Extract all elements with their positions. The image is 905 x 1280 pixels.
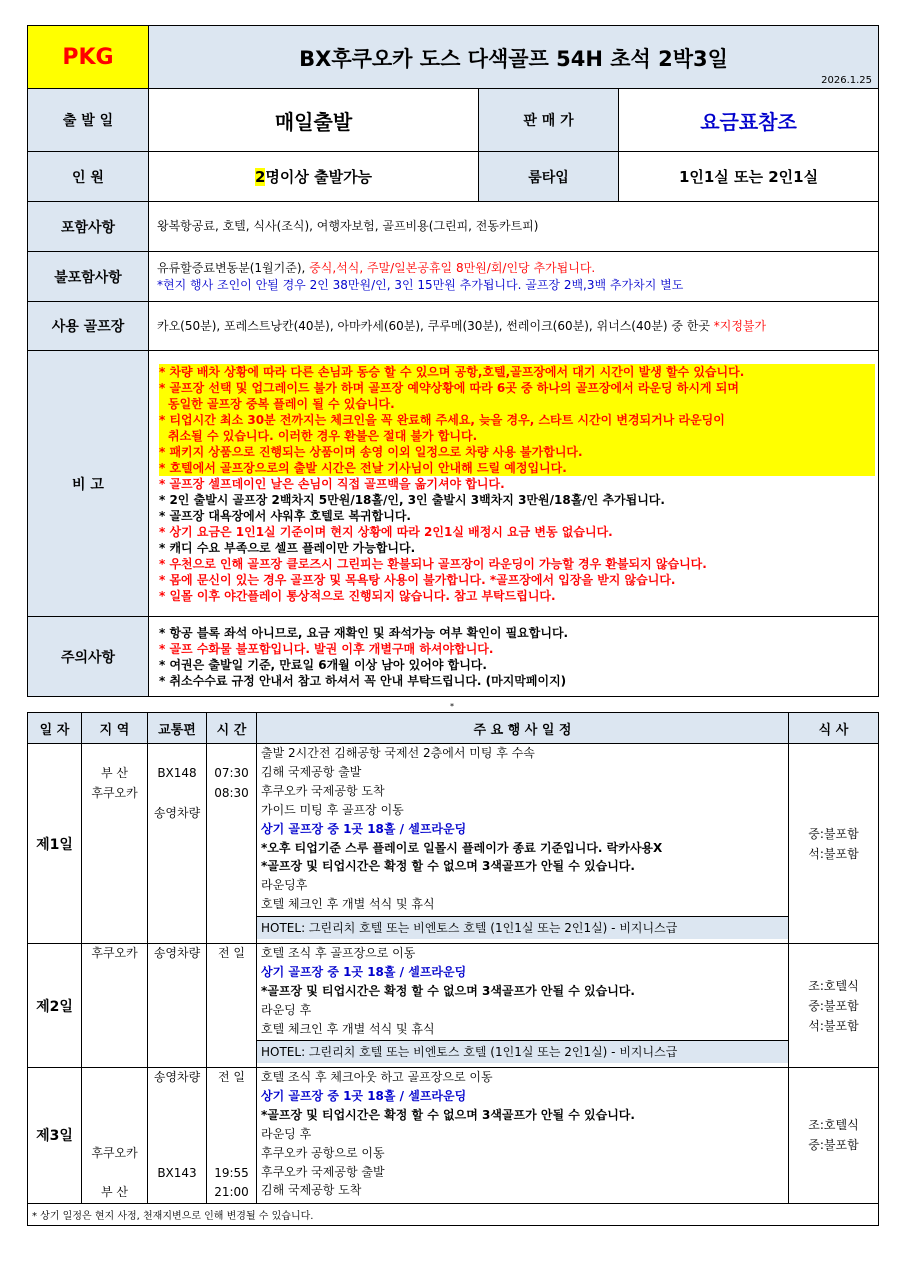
day-transport: 송영차량 BX143 <box>148 1068 207 1204</box>
separator-mark: * <box>450 702 454 711</box>
day-label: 제1일 <box>28 744 82 944</box>
remark-12: * 몸에 문신이 있는 경우 골프장 및 목욕탕 사용이 불가합니다. *골프장에서 입장을 받지 않습니다. <box>159 572 676 587</box>
remarks-list <box>149 351 879 617</box>
exclude-value <box>149 252 879 302</box>
remark-11: * 우천으로 인해 골프장 클로즈시 그린피는 환불되나 골프장이 라운딩이 가능할 경우 환불되지 않습니다. <box>159 556 707 571</box>
document-date: 2026.1.25 <box>821 75 873 86</box>
day-time: 전 일 <box>207 944 257 1068</box>
day-meals: 조:호텔식 중:불포함 석:불포함 <box>789 944 879 1068</box>
include-label: 포함사항 <box>28 202 149 252</box>
package-info-table <box>27 25 879 697</box>
remark-1: * 차량 배차 상황에 따라 다른 손님과 동승 할 수 있으며 공항,호텔,골프장에서 대기 시간이 발생 할수 있습니다. <box>159 364 875 380</box>
golf-label: 사용 골프장 <box>28 302 149 351</box>
remark-2: * 골프장 선택 및 업그레이드 불가 하며 골프장 예약상황에 따라 6곳 중 하나의 골프장에서 라운딩 하시게 되며 <box>159 380 875 396</box>
day-region: 후쿠오카 부 산 <box>82 1068 148 1204</box>
pkg-badge: PKG <box>28 26 149 89</box>
remark-5: * 호텔에서 골프장으로의 출발 시간은 전날 기사님이 안내해 드릴 예정입니다. <box>159 460 875 476</box>
price-label: 판 매 가 <box>479 89 619 152</box>
remark-3: * 티업시간 최소 30분 전까지는 체크인을 꼭 완료해 주세요, 늦을 경우, 스타트 시간이 변경되거나 라운딩이 <box>159 412 875 428</box>
departure-label: 출 발 일 <box>28 89 149 152</box>
hotel-info: HOTEL: 그린리치 호텔 또는 비엔토스 호텔 (1인1실 또는 2인1실) - 비지니스급 <box>257 916 788 939</box>
header-meal: 식 사 <box>789 713 879 744</box>
day-label: 제3일 <box>28 1068 82 1204</box>
remark-8: * 골프장 대욕장에서 샤워후 호텔로 복귀합니다. <box>159 508 411 523</box>
day-schedule: 호텔 조식 후 체크아웃 하고 골프장으로 이동 상기 골프장 중 1곳 18홀 / 셀프라운딩 *골프장 및 티업시간은 확정 할 수 없으며 3색골프가 안될 수 있습니다. 라운딩 후 후쿠오카 공항으로 이동 후쿠오카 국제공항 출발 김해 국제공항 도착 <box>257 1068 789 1204</box>
day-meals: 조:호텔식 중:불포함 <box>789 1068 879 1204</box>
itinerary-day-1 <box>28 744 879 944</box>
people-text: 명이상 출발가능 <box>265 168 373 186</box>
day-region: 부 산 후쿠오카 <box>82 744 148 944</box>
remark-4: * 패키지 상품으로 진행되는 상품이며 송영 이외 일정으로 차량 사용 불가합니다. <box>159 444 875 460</box>
include-value: 왕복항공료, 호텔, 식사(조식), 여행자보험, 골프비용(그린피, 전동카트피) <box>149 202 879 252</box>
header-transport: 교통편 <box>148 713 207 744</box>
header-region: 지 역 <box>82 713 148 744</box>
remark-9: * 상기 요금은 1인1실 기준이며 현지 상황에 따라 2인1실 배정시 요금 변동 없습니다. <box>159 524 613 539</box>
remark-10: * 캐디 수요 부족으로 셀프 플레이만 가능합니다. <box>159 540 416 555</box>
day-transport: 송영차량 <box>148 944 207 1068</box>
itinerary-day-2 <box>28 944 879 1068</box>
golf-value: 카오(50분), 포레스트낭칸(40분), 아마카세(60분), 쿠루메(30분), 썬레이크(60분), 위너스(40분) 중 한곳 *지정불가 <box>149 302 879 351</box>
caution-4: * 취소수수료 규정 안내서 참고 하셔서 꼭 안내 부탁드립니다. (마지막페이지) <box>159 673 567 688</box>
day-time: 전 일 19:55 21:00 <box>207 1068 257 1204</box>
itinerary-footnote: * 상기 일정은 현지 사정, 천재지변으로 인해 변경될 수 있습니다. <box>28 1203 879 1225</box>
remark-2-cont: 동일한 골프장 중복 플레이 될 수 있습니다. <box>159 396 875 412</box>
header-day: 일 자 <box>28 713 82 744</box>
caution-3: * 여권은 출발일 기준, 만료일 6개월 이상 남아 있어야 합니다. <box>159 657 487 672</box>
day-schedule: 호텔 조식 후 골프장으로 이동 상기 골프장 중 1곳 18홀 / 셀프라운딩 *골프장 및 티업시간은 확정 할 수 없으며 3색골프가 안될 수 있습니다. 라운딩 후 호텔 체크인 후 개별 석식 및 휴식 HOTEL: 그린리치 호텔 또는 비엔토스 호텔 (1인1실 또는 2인1실) - 비지니스급 <box>257 944 789 1068</box>
departure-value: 매일출발 <box>149 89 479 152</box>
day-transport: BX148 송영차량 <box>148 744 207 944</box>
page-title: BX후쿠오카 도스 다색골프 54H 초석 2박3일 <box>299 47 728 71</box>
remark-13: * 일몰 이후 야간플레이 통상적으로 진행되지 않습니다. 참고 부탁드립니다. <box>159 588 556 603</box>
remark-3-cont: 취소될 수 있습니다. 이러한 경우 환불은 절대 불가 합니다. <box>159 428 875 444</box>
header-schedule: 주 요 행 사 일 정 <box>257 713 789 744</box>
remarks-label: 비 고 <box>28 351 149 617</box>
hotel-info: HOTEL: 그린리치 호텔 또는 비엔토스 호텔 (1인1실 또는 2인1실) - 비지니스급 <box>257 1040 788 1063</box>
title-cell <box>149 26 879 89</box>
day-label: 제2일 <box>28 944 82 1068</box>
day-meals: 중:불포함 석:불포함 <box>789 744 879 944</box>
remark-7: * 2인 출발시 골프장 2백차지 5만원/18홀/인, 3인 출발시 3백차지 3만원/18홀/인 추가됩니다. <box>159 492 665 507</box>
itinerary-day-3 <box>28 1068 879 1204</box>
exclude-line-2: *현지 행사 조인이 안될 경우 2인 38만원/인, 3인 15만원 추가됩니다. 골프장 2백,3백 추가차지 별도 <box>157 277 684 292</box>
caution-label: 주의사항 <box>28 617 149 697</box>
room-value: 1인1실 또는 2인1실 <box>619 152 879 202</box>
itinerary-table <box>27 712 879 1226</box>
people-count: 2 <box>254 168 266 186</box>
day-region: 후쿠오카 <box>82 944 148 1068</box>
price-value: 요금표참조 <box>619 89 879 152</box>
remark-6: * 골프장 셀프데이인 날은 손님이 직접 골프백을 옮기셔야 합니다. <box>159 476 505 491</box>
exclude-label: 불포함사항 <box>28 252 149 302</box>
caution-1: * 항공 블록 좌석 아니므로, 요금 재확인 및 좌석가능 여부 확인이 필요합니다. <box>159 625 569 640</box>
people-value <box>149 152 479 202</box>
header-time: 시 간 <box>207 713 257 744</box>
day-time: 07:30 08:30 <box>207 744 257 944</box>
people-label: 인 원 <box>28 152 149 202</box>
caution-2: * 골프 수화물 불포함입니다. 발권 이후 개별구매 하셔야합니다. <box>159 641 494 656</box>
day-schedule: 출발 2시간전 김해공항 국제선 2층에서 미팅 후 수속 김해 국제공항 출발 후쿠오카 국제공항 도착 가이드 미팅 후 골프장 이동 상기 골프장 중 1곳 18홀 / 셀프라운딩 *오후 티업기준 스루 플레이로 일몰시 플레이가 종료 기준입니다. 락카사용X *골프장 및 티업시간은 확정 할 수 없으며 3색골프가 안될 수 있습니다. 라운딩후 호텔 체크인 후 개별 석식 및 휴식 HOTEL: 그린리치 호텔 또는 비엔토스 호텔 (1인1실 또는 2인1실) - 비지니스급 <box>257 744 789 944</box>
room-label: 룸타입 <box>479 152 619 202</box>
exclude-line-1: 유류할증료변동분(1월기준), 중식,석식, 주말/일본공휴일 8만원/회/인당 추가됩니다. <box>157 260 596 275</box>
caution-list <box>149 617 879 697</box>
